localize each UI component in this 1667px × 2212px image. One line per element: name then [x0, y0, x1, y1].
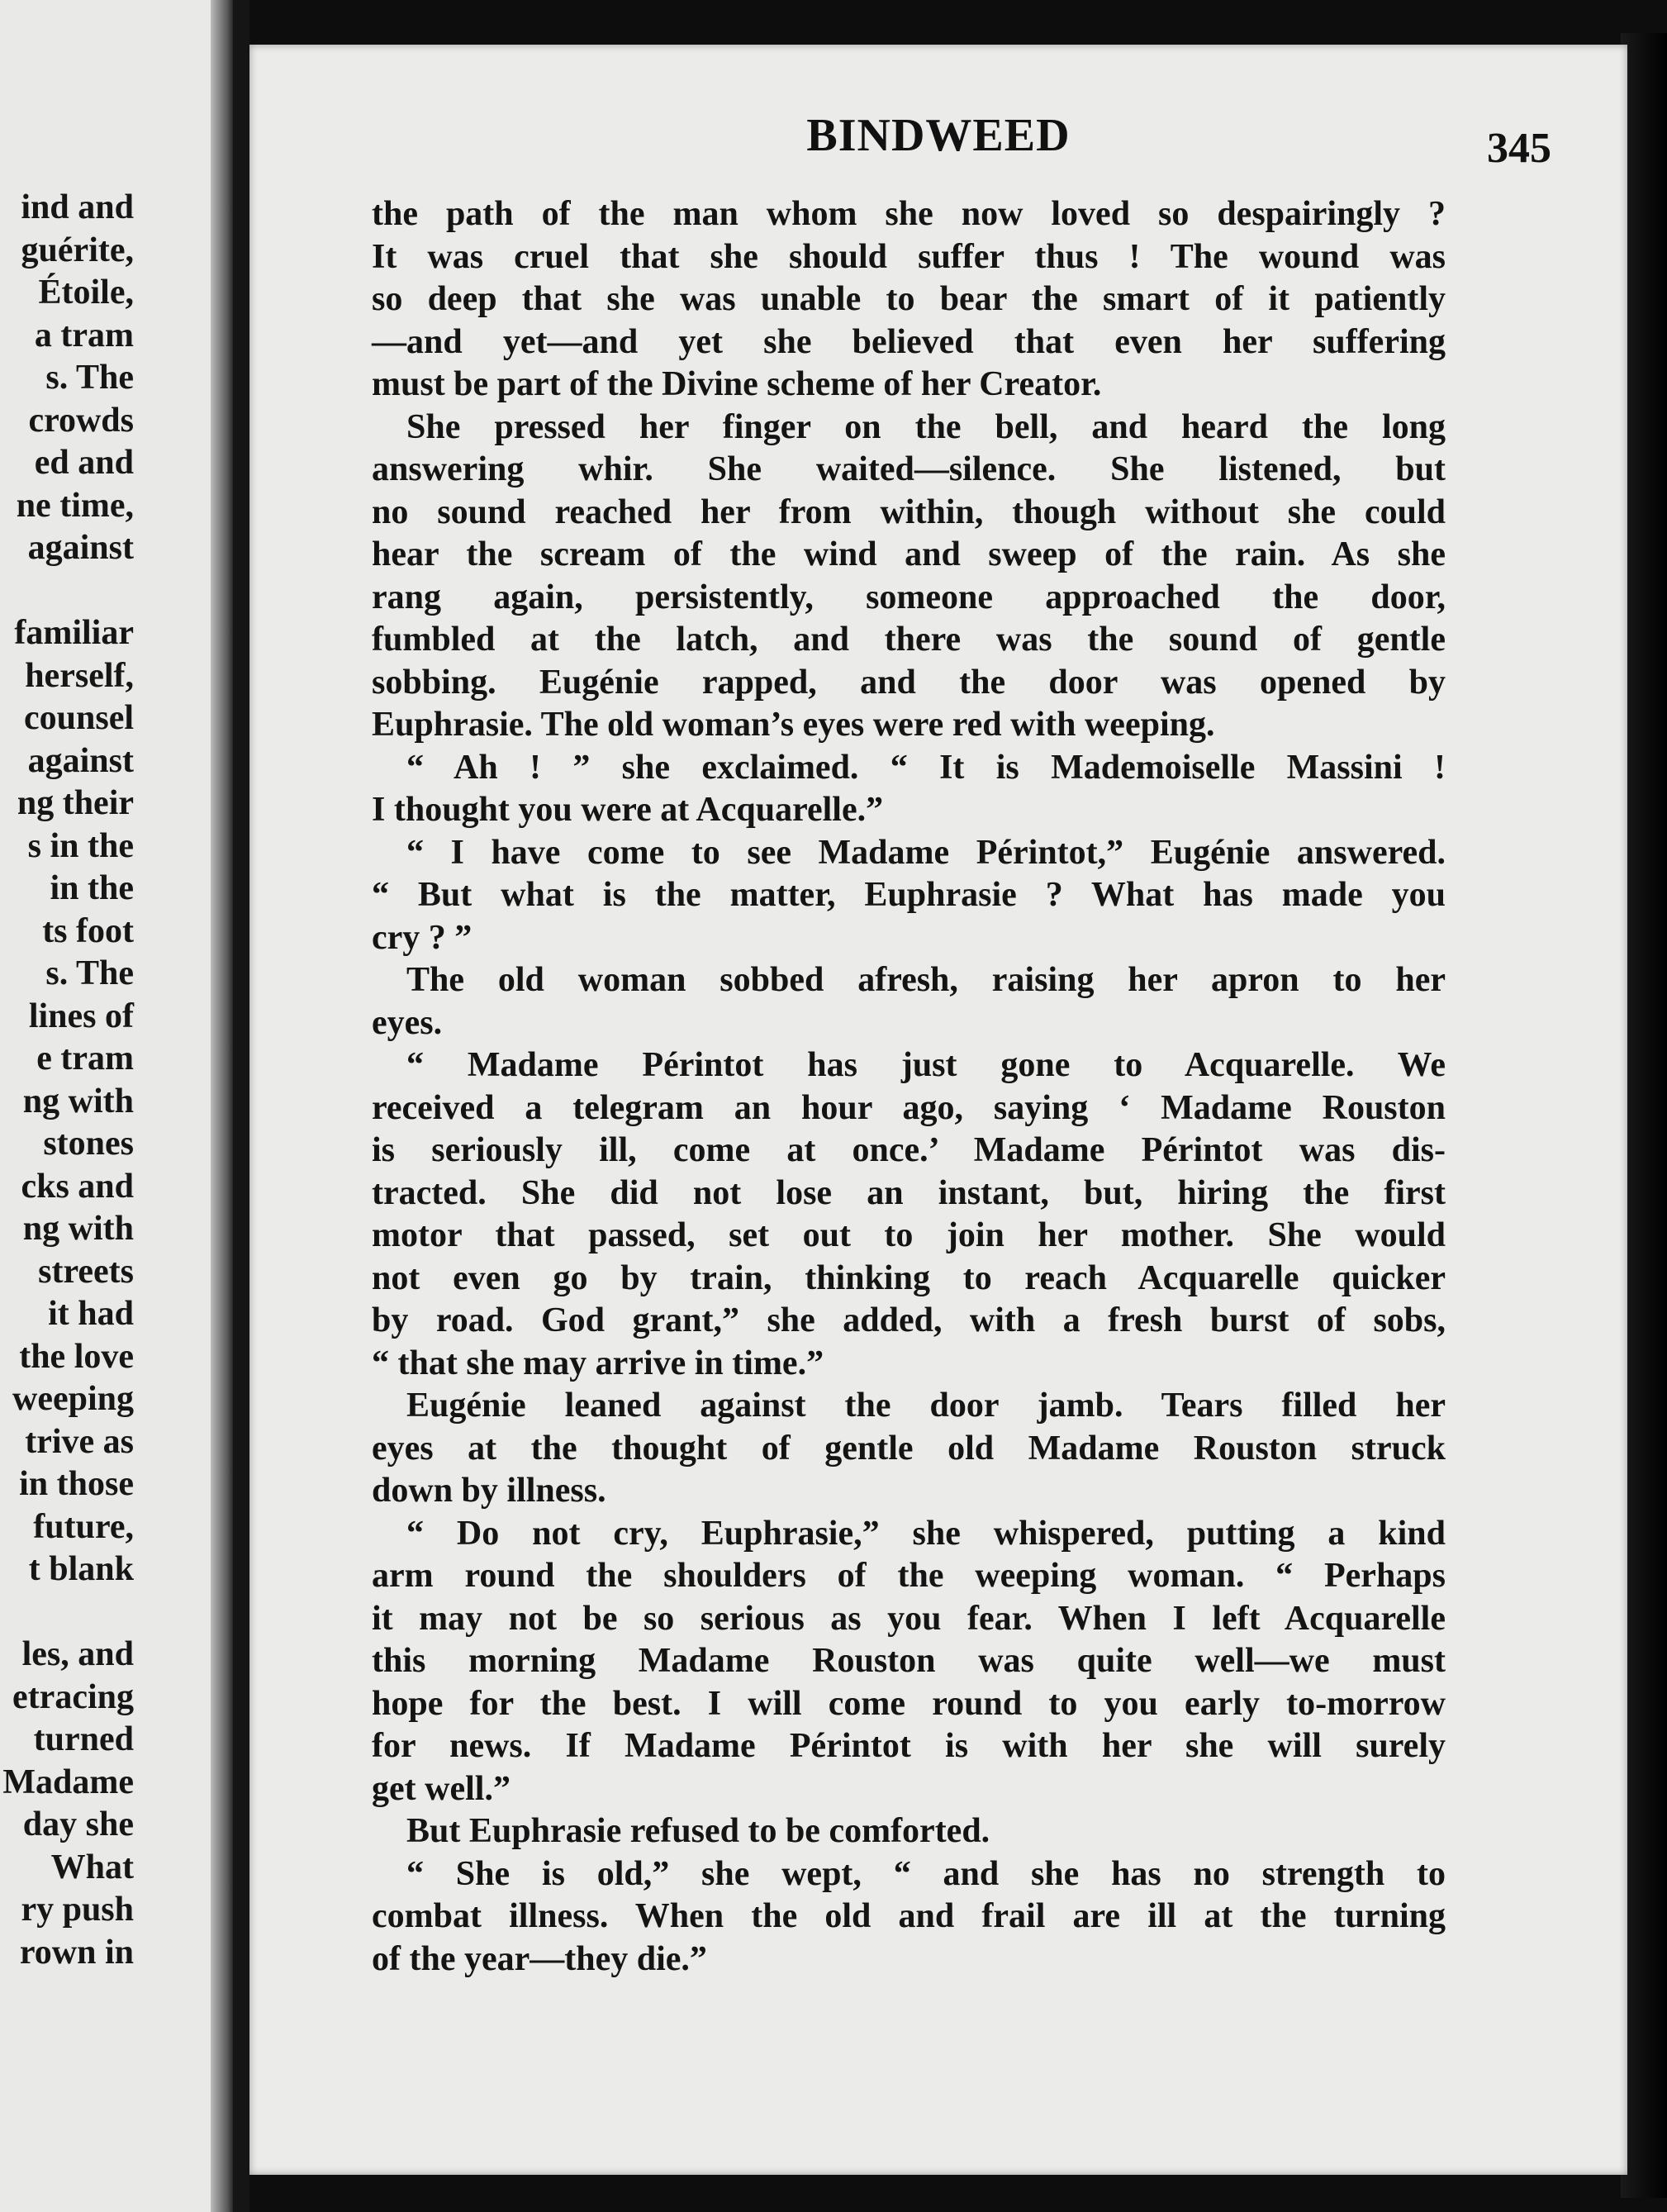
facing-page-line: s. The: [45, 359, 134, 397]
body-line: “ She is old,” she wept, “ and she has no strength to: [406, 1854, 1446, 1893]
facing-page-line: in those: [19, 1465, 134, 1503]
body-line: Euphrasie. The old woman’s eyes were red with weeping.: [372, 706, 1215, 744]
facing-page-line: guérite,: [21, 231, 134, 269]
facing-page-line: e tram: [36, 1039, 134, 1077]
body-line: for news. If Madame Périntot is with her she will surely: [372, 1727, 1446, 1765]
body-line: get well.”: [372, 1769, 511, 1808]
body-line: “ Madame Périntot has just gone to Acquarelle. We: [406, 1046, 1446, 1084]
book-binding: [233, 0, 249, 2212]
body-line: no sound reached her from within, though without she could: [372, 492, 1446, 531]
facing-page-line: counsel: [23, 699, 134, 737]
facing-page-line: against: [27, 529, 134, 567]
facing-page-line: etracing: [12, 1677, 134, 1716]
facing-page-line: trive as: [25, 1422, 134, 1461]
body-line: She pressed her finger on the bell, and heard the long: [406, 407, 1446, 446]
facing-page-line: the love: [19, 1337, 134, 1376]
facing-page-line: ng with: [22, 1082, 134, 1120]
body-line: so deep that she was unable to bear the smart of it patiently: [372, 280, 1446, 318]
body-line: down by illness.: [372, 1472, 606, 1510]
facing-page-line: Étoile,: [38, 274, 134, 312]
body-line: “ Ah ! ” she exclaimed. “ It is Mademoiselle Massini !: [406, 748, 1446, 787]
facing-page-line: herself,: [25, 656, 134, 695]
body-line: hear the scream of the wind and sweep of the rain. As she: [372, 535, 1446, 573]
facing-page-line: a tram: [34, 316, 134, 354]
facing-page-line: rown in: [19, 1933, 134, 1972]
facing-page-line: [2, 1591, 134, 1634]
facing-page-line: cks and: [21, 1167, 134, 1206]
book-edge: [1621, 33, 1667, 2198]
body-line: arm round the shoulders of the weeping woman. “ Perhaps: [372, 1557, 1446, 1595]
body-line: the path of the man whom she now loved so despairingly ?: [372, 195, 1446, 233]
page-number: 345: [1487, 125, 1551, 172]
facing-page-line: s. The: [45, 954, 134, 992]
facing-page-line: day she: [22, 1805, 134, 1843]
body-line: hope for the best. I will come round to you early to-morrow: [372, 1684, 1446, 1723]
facing-page-line: in the: [50, 869, 134, 907]
body-line: received a telegram an hour ago, saying ‘ Madame Rouston: [372, 1088, 1446, 1127]
body-line: I thought you were at Acquarelle.”: [372, 791, 884, 829]
body-line: must be part of the Divine scheme of her Creator.: [372, 365, 1102, 403]
body-line: “ that she may arrive in time.”: [372, 1344, 824, 1382]
body-text: [372, 193, 1446, 1981]
facing-page-line: crowds: [28, 401, 134, 440]
body-line: combat illness. When the old and frail are ill at the turning: [372, 1897, 1446, 1935]
body-line: it may not be so serious as you fear. When I left Acquarelle: [372, 1599, 1446, 1638]
facing-page-line: streets: [38, 1252, 134, 1291]
facing-page-line: What: [50, 1848, 134, 1886]
facing-page-line: ed and: [34, 444, 134, 482]
facing-page-line: weeping: [12, 1380, 134, 1418]
body-line: cry ? ”: [372, 918, 473, 957]
facing-page: [0, 0, 233, 2212]
facing-page-line: familiar: [14, 614, 134, 652]
body-line: “ I have come to see Madame Périntot,” Eugénie answered.: [406, 833, 1446, 872]
facing-page-line: turned: [33, 1720, 134, 1758]
gutter-shadow: [211, 0, 233, 2212]
facing-page-line: ne time,: [16, 486, 134, 525]
body-line: not even go by train, thinking to reach Acquarelle quicker: [372, 1258, 1446, 1297]
facing-page-line: stones: [43, 1125, 134, 1163]
body-line: It was cruel that she should suffer thus ! The wound was: [372, 237, 1446, 276]
facing-page-line: ind and: [21, 188, 134, 226]
facing-page-line: s in the: [27, 826, 134, 865]
facing-page-line: ng with: [22, 1210, 134, 1248]
facing-page-line: lines of: [28, 997, 134, 1035]
body-line: this morning Madame Rouston was quite well—we must: [372, 1642, 1446, 1680]
body-line: But Euphrasie refused to be comforted.: [406, 1812, 990, 1850]
body-line: eyes.: [372, 1003, 443, 1042]
body-line: answering whir. She waited—silence. She listened, but: [372, 450, 1446, 488]
body-line: rang again, persistently, someone approached the door,: [372, 578, 1446, 616]
body-line: The old woman sobbed afresh, raising her apron to her: [406, 961, 1446, 999]
facing-page-line: t blank: [28, 1550, 134, 1588]
body-line: tracted. She did not lose an instant, but, hiring the first: [372, 1173, 1446, 1212]
facing-page-line: les, and: [21, 1635, 134, 1673]
body-line: sobbing. Eugénie rapped, and the door was opened by: [372, 663, 1446, 702]
body-line: motor that passed, set out to join her mother. She would: [372, 1216, 1446, 1254]
body-line: “ Do not cry, Euphrasie,” she whispered, putting a kind: [406, 1514, 1446, 1553]
body-line: by road. God grant,” she added, with a fresh burst of sobs,: [372, 1301, 1446, 1339]
facing-page-line: it had: [48, 1295, 134, 1333]
body-line: of the year—they die.”: [372, 1939, 707, 1978]
body-line: is seriously ill, come at once.’ Madame Périntot was dis-: [372, 1131, 1446, 1169]
facing-page-text: [2, 187, 134, 1974]
body-line: “ But what is the matter, Euphrasie ? What has made you: [372, 876, 1446, 914]
facing-page-line: against: [27, 741, 134, 780]
facing-page-line: future,: [33, 1507, 134, 1546]
body-line: Eugénie leaned against the door jamb. Tears filled her: [406, 1387, 1446, 1425]
facing-page-line: ng their: [17, 784, 134, 822]
body-line: —and yet—and yet she believed that even her suffering: [372, 322, 1446, 361]
facing-page-line: ts foot: [42, 911, 134, 950]
facing-page-line: [2, 570, 134, 613]
facing-page-line: ry push: [21, 1891, 134, 1929]
body-line: fumbled at the latch, and there was the sound of gentle: [372, 621, 1446, 659]
book-page: [249, 45, 1627, 2175]
running-title: BINDWEED: [806, 110, 1071, 161]
body-line: eyes at the thought of gentle old Madame Rouston struck: [372, 1429, 1446, 1468]
facing-page-line: Madame: [2, 1762, 134, 1801]
